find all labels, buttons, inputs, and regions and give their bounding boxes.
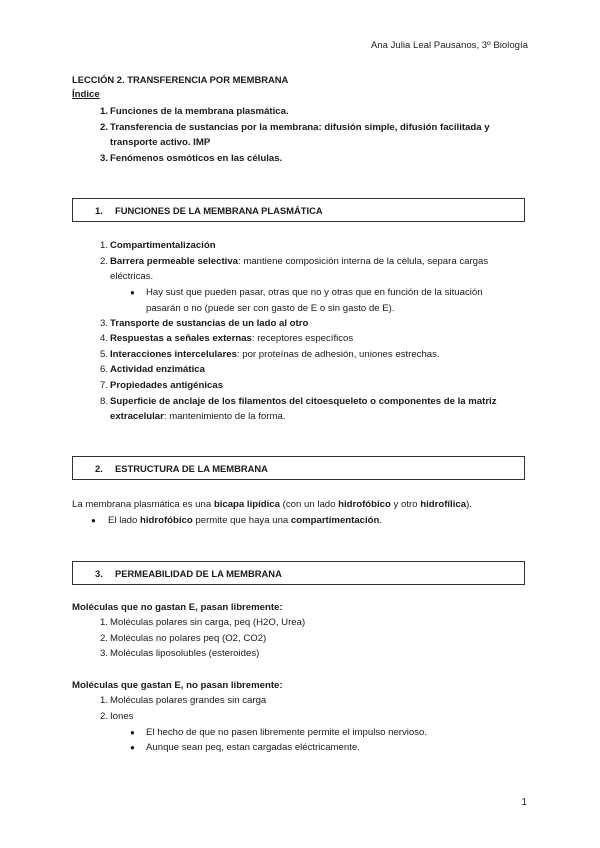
list-item-continuation: eléctricas. [110, 271, 154, 282]
bullet-icon: ● [130, 288, 135, 297]
sub-bullet-continuation: pasarán o no (puede ser con gasto de E o sin gasto de E). [146, 303, 395, 314]
bullet-icon: ● [130, 728, 135, 737]
lesson-title: LECCIÓN 2. TRANSFERENCIA POR MEMBRANA [72, 74, 289, 85]
section-heading-functions: 1. FUNCIONES DE LA MEMBRANA PLASMÁTICA [72, 198, 525, 222]
index-label: Índice [72, 89, 100, 100]
structure-bullet: El lado hidrofóbico permite que haya una compartimentación. [108, 515, 383, 526]
sub-bullet-text: Aunque sean peq, estan cargadas eléctricamente. [146, 742, 360, 753]
index-item-continuation: transporte activo. IMP [110, 137, 211, 148]
sub-bullet-text: El hecho de que no pasen libremente permite el impulso nervioso. [146, 727, 428, 738]
page-number: 1 [521, 797, 527, 808]
bullet-icon: ● [130, 743, 135, 752]
list-item-continuation: extracelular: mantenimiento de la forma. [110, 411, 286, 422]
group-heading: Moléculas que gastan E, no pasan libremente: [72, 680, 283, 691]
bullet-icon: ● [91, 516, 96, 525]
header-author: Ana Julia Leal Pausanos, 3º Biología [370, 40, 528, 51]
sub-bullet-text: Hay sust que pueden pasar, otras que no y otras que en función de la situación [146, 287, 483, 298]
group-heading: Moléculas que no gastan E, pasan libremente: [72, 602, 283, 613]
section-heading-structure: 2. ESTRUCTURA DE LA MEMBRANA [72, 456, 525, 480]
structure-paragraph: La membrana plasmática es una bicapa lipídica (con un lado hidrofóbico y otro hidrofílica). [72, 499, 472, 510]
section-heading-permeability: 3. PERMEABILIDAD DE LA MEMBRANA [72, 561, 525, 585]
